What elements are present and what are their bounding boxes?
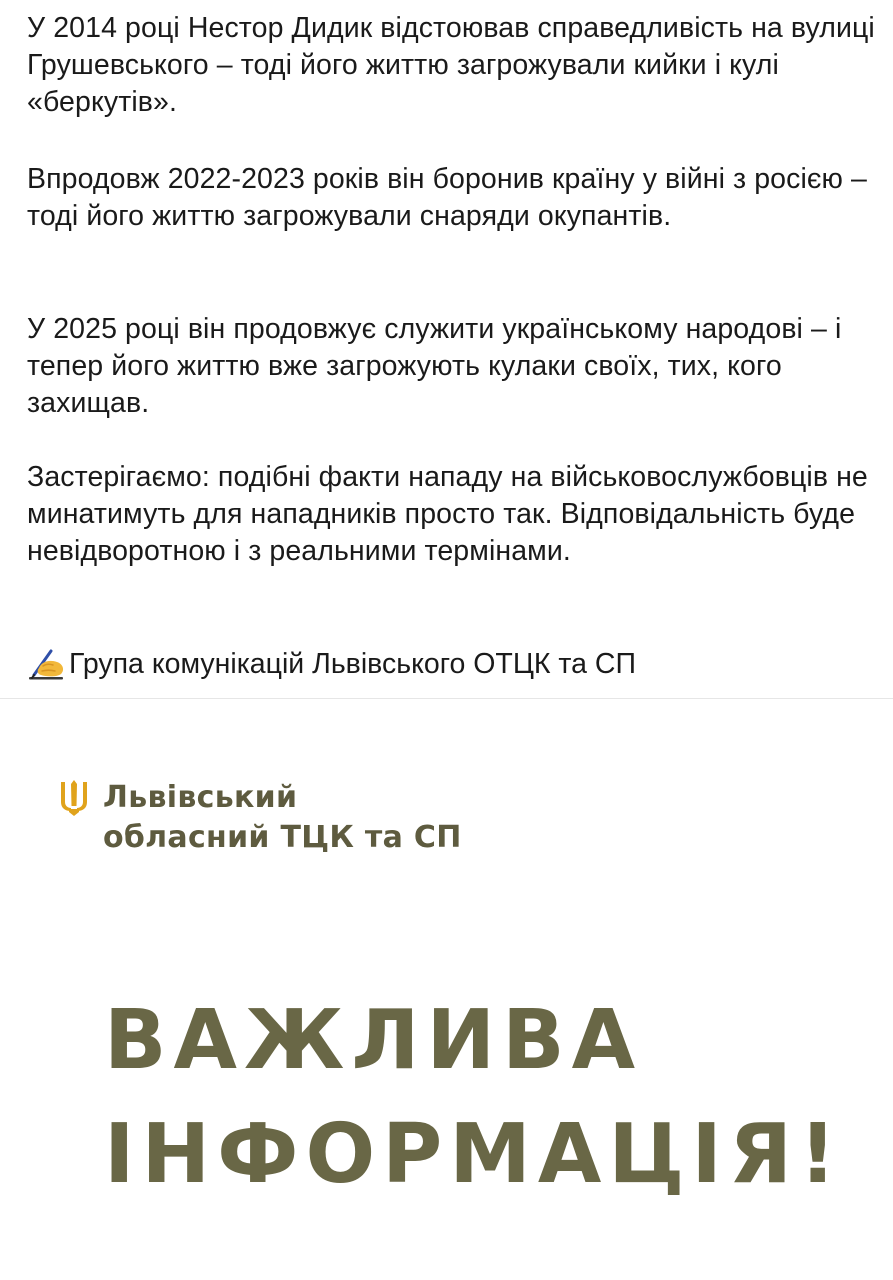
org-name-line2: обласний ТЦК та СП — [103, 820, 462, 855]
post-signature — [27, 646, 636, 683]
post-paragraph: У 2014 році Нестор Дидик відстоював справедливість на вулиці Грушевського – тоді його життю загрожували кийки і кулі «беркутів». — [27, 12, 875, 118]
writing-hand-icon — [27, 648, 67, 682]
attached-image-banner[interactable] — [0, 699, 893, 1280]
headline-line2: ІНФОРМАЦІЯ! — [104, 1107, 844, 1202]
post-paragraph: Застерігаємо: подібні факти нападу на військовослужбовців не минатимуть для нападників просто так. Відповідальність буде невідворотною і з реальними термінами. — [27, 461, 868, 567]
headline-line1: ВАЖЛИВА — [104, 993, 643, 1088]
org-name-line1: Львівський — [103, 780, 298, 815]
org-name — [103, 778, 462, 858]
signature-text: Група комунікацій Львівського ОТЦК та СП — [69, 648, 636, 680]
org-logo — [60, 778, 462, 858]
post-paragraph: У 2025 році він продовжує служити українському народові – і тепер його життю вже загрожують кулаки своїх, тих, кого захищав. — [27, 313, 842, 419]
trident-icon — [60, 780, 88, 816]
post-paragraph: Впродовж 2022-2023 років він боронив країну у війні з росією – тоді його життю загрожували снаряди окупантів. — [27, 163, 867, 232]
important-info-headline — [104, 984, 843, 1212]
